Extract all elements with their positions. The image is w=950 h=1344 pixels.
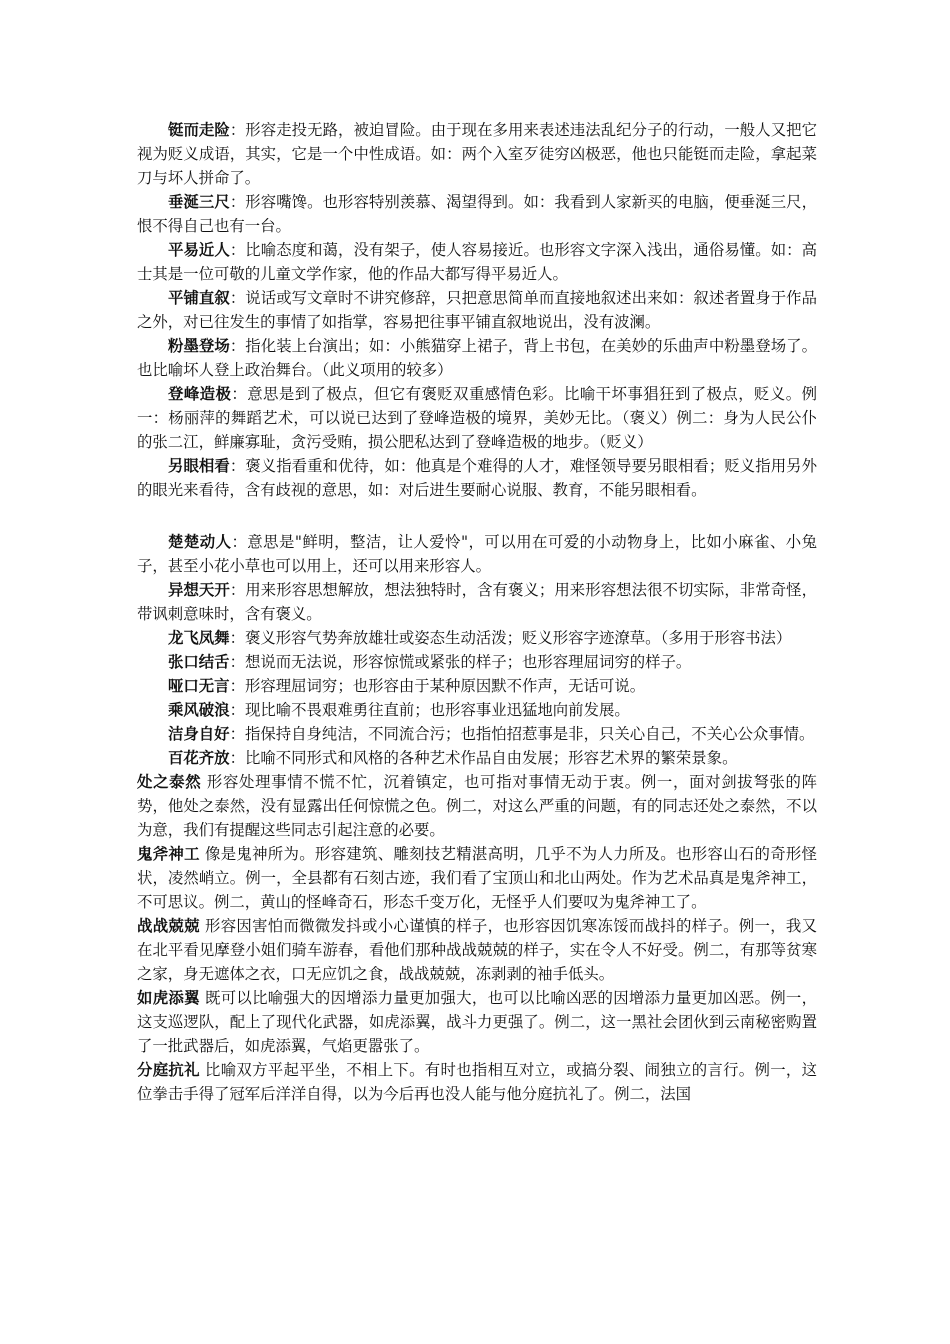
idiom-term: 张口结舌 <box>168 653 230 671</box>
idiom-term: 洁身自好 <box>168 725 230 743</box>
paragraph-gap <box>137 502 817 530</box>
idiom-term: 乘风破浪 <box>168 701 230 719</box>
idiom-entry-lingyanxiangkan <box>137 454 817 502</box>
idiom-definition: 比喻双方平起平坐，不相上下。有时也指相互对立，或搞分裂、闹独立的言行。例一，这位拳击手得了冠军后洋洋自得，以为今后再也没人能与他分庭抗礼了。例二，法国 <box>137 1061 817 1103</box>
idiom-definition: ：形容走投无路，被迫冒险。由于现在多用来表述违法乱纪分子的行动，一般人又把它视为贬义成语，其实，它是一个中性成语。如：两个入室歹徒穷凶极恶，他也只能铤而走险，拿起菜刀与坏人拼命了。 <box>137 121 817 187</box>
idiom-definition: ：说话或写文章时不讲究修辞，只把意思简单而直接地叙述出来如：叙述者置身于作品之外，对已往发生的事情了如指掌，容易把往事平铺直叙地说出，没有波澜。 <box>137 289 817 331</box>
idiom-term: 垂涎三尺 <box>168 193 230 211</box>
idiom-term: 铤而走险 <box>168 121 230 139</box>
idiom-term: 如虎添翼 <box>137 989 200 1007</box>
idiom-term: 登峰造极 <box>168 385 232 403</box>
idiom-entry-chuixiansanchi <box>137 190 817 238</box>
idiom-definition: ：比喻态度和蔼，没有架子，使人容易接近。也形容文字深入浅出，通俗易懂。如：高士其是一位可敬的儿童文学作家，他的作品大都写得平易近人。 <box>137 241 817 283</box>
idiom-definition: ：褒义指看重和优待，如：他真是个难得的人才，难怪领导要另眼相看；贬义指用另外的眼光来看待，含有歧视的意思，如：对后进生要耐心说服、教育，不能另眼相看。 <box>137 457 817 499</box>
idiom-definition: 像是鬼神所为。形容建筑、雕刻技艺精湛高明，几乎不为人力所及。也形容山石的奇形怪状，凌然峭立。例一，全县都有石刻古迹，我们看了宝顶山和北山两处。作为艺术品真是鬼斧神工，不可思议。例二，黄山的怪峰奇石，形态千变万化，无怪乎人们要叹为鬼斧神工了。 <box>137 845 817 911</box>
idiom-term: 龙飞凤舞 <box>168 629 230 647</box>
idiom-entry-zhanzhanjingjing <box>137 914 817 986</box>
idiom-entry-tingerzouxian <box>137 118 817 190</box>
idiom-entry-fentingkangli <box>137 1058 817 1106</box>
idiom-entry-chuchudongren <box>137 530 817 578</box>
idiom-term: 粉墨登场 <box>168 337 230 355</box>
idiom-definition: ：意思是"鲜明，整洁，让人爱怜"，可以用在可爱的小动物身上，比如小麻雀、小兔子，甚至小花小草也可以用上，还可以用来形容人。 <box>137 533 817 575</box>
idiom-entry-pingpuzhixu <box>137 286 817 334</box>
idiom-definition: 形容处理事情不慌不忙，沉着镇定，也可指对事情无动于衷。例一，面对剑拔弩张的阵势，他处之泰然，没有显露出任何惊慌之色。例二，对这么严重的问题，有的同志还处之泰然，不以为意，我们有提醒这些同志引起注意的必要。 <box>137 773 817 839</box>
idiom-term: 处之泰然 <box>137 773 202 791</box>
idiom-definition: 形容因害怕而微微发抖或小心谨慎的样子，也形容因饥寒冻馁而战抖的样子。例一，我又在北平看见摩登小姐们骑车游春，看他们那种战战兢兢的样子，实在令人不好受。例二，有那等贫寒之家，身无遮体之衣，口无应饥之食，战战兢兢，冻剥剥的袖手低头。 <box>137 917 817 983</box>
idiom-definition: ：意思是到了极点，但它有褒贬双重感情色彩。比喻干坏事猖狂到了极点，贬义。例一：杨丽萍的舞蹈艺术，可以说已达到了登峰造极的境界，美妙无比。（褒义）例二：身为人民公仆的张二江，鲜廉寡耻，贪污受贿，损公肥私达到了登峰造极的地步。（贬义） <box>137 385 817 451</box>
idiom-term: 异想天开 <box>168 581 230 599</box>
idiom-entry-ruhutianyi <box>137 986 817 1058</box>
idiom-definition: ：比喻不同形式和风格的各种艺术作品自由发展；形容艺术界的繁荣景象。 <box>229 749 738 767</box>
idiom-term: 鬼斧神工 <box>137 845 200 863</box>
idiom-entry-longfeifengwu <box>137 626 817 650</box>
idiom-entry-pingyijinren <box>137 238 817 286</box>
idiom-entry-dengfengzaoji <box>137 382 817 454</box>
idiom-entry-fenmodengchang <box>137 334 817 382</box>
idiom-entry-yixiangtiankai <box>137 578 817 626</box>
idiom-term: 哑口无言 <box>168 677 230 695</box>
idiom-definition: ：想说而无法说，形容惊慌或紧张的样子；也形容理屈词穷的样子。 <box>229 653 692 671</box>
idiom-term: 百花齐放 <box>168 749 230 767</box>
idiom-term: 另眼相看 <box>168 457 230 475</box>
idiom-term: 战战兢兢 <box>137 917 200 935</box>
idiom-definition: ：指化装上台演出；如：小熊猫穿上裙子，背上书包，在美妙的乐曲声中粉墨登场了。也比喻坏人登上政治舞台。（此义项用的较多） <box>137 337 817 379</box>
idiom-entry-guifushengong <box>137 842 817 914</box>
idiom-entry-chuzhitairan <box>137 770 817 842</box>
idiom-term: 分庭抗礼 <box>137 1061 200 1079</box>
idiom-definition: 既可以比喻强大的因增添力量更加强大，也可以比喻凶恶的因增添力量更加凶恶。例一，这支巡逻队，配上了现代化武器，如虎添翼，战斗力更强了。例二，这一黑社会团伙到云南秘密购置了一批武器后，如虎添翼，气焰更嚣张了。 <box>137 989 817 1055</box>
idiom-entry-zhangkoujieshe <box>137 650 817 674</box>
idiom-definition: ：褒义形容气势奔放雄壮或姿态生动活泼；贬义形容字迹潦草。（多用于形容书法） <box>229 629 792 647</box>
idiom-entry-chengfengpolang <box>137 698 817 722</box>
idiom-entry-baihuaqifang <box>137 746 817 770</box>
idiom-term: 平易近人 <box>168 241 230 259</box>
idiom-entry-yakouwuyan <box>137 674 817 698</box>
idiom-term: 楚楚动人 <box>168 533 232 551</box>
idiom-term: 平铺直叙 <box>168 289 230 307</box>
idiom-definition: ：形容理屈词穷；也形容由于某种原因默不作声，无话可说。 <box>229 677 646 695</box>
document-page <box>137 118 817 1106</box>
idiom-entry-jieshenzihao <box>137 722 817 746</box>
idiom-definition: ：用来形容思想解放，想法独特时，含有褒义；用来形容想法很不切实际，非常奇怪，带讽刺意味时，含有褒义。 <box>137 581 817 623</box>
idiom-definition: ：指保持自身纯洁，不同流合污；也指怕招惹事是非，只关心自己，不关心公众事情。 <box>229 725 815 743</box>
idiom-definition: ：形容嘴馋。也形容特别羡慕、渴望得到。如：我看到人家新买的电脑，便垂涎三尺，恨不得自己也有一台。 <box>137 193 817 235</box>
idiom-definition: ：现比喻不畏艰难勇往直前；也形容事业迅猛地向前发展。 <box>229 701 630 719</box>
